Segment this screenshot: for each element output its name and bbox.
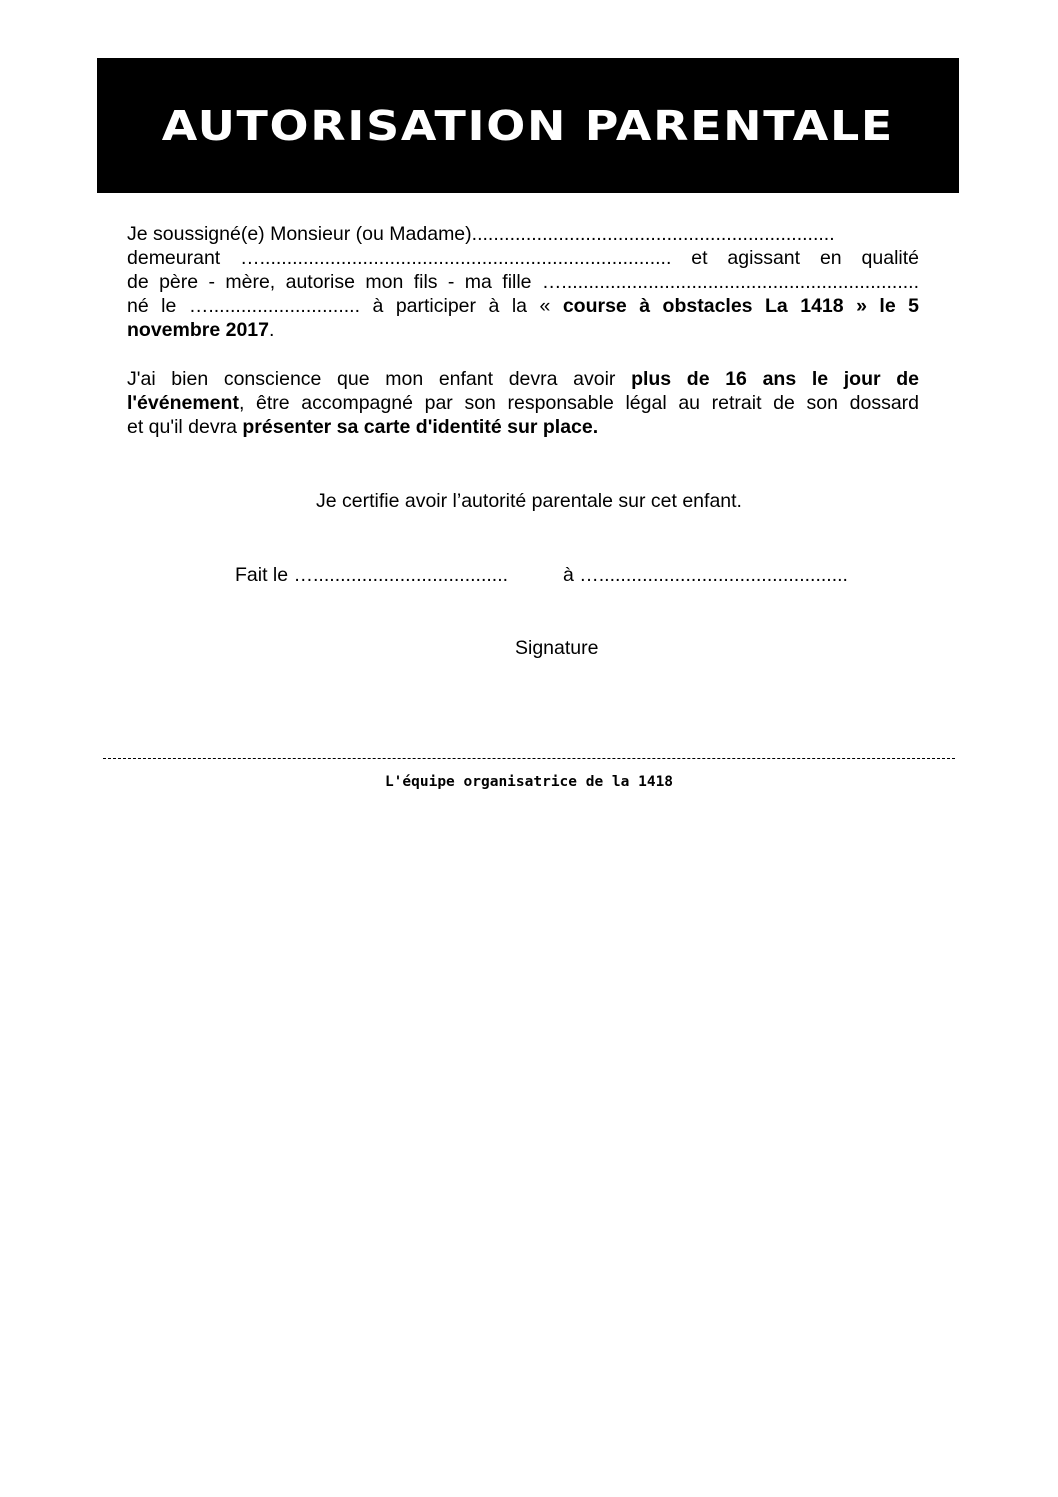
title-banner — [97, 58, 959, 193]
paragraph1-line2: demeurant …............................................................................ et agissant en qualité — [127, 247, 919, 269]
signature-label: Signature — [515, 637, 599, 659]
date-field: Fait le ….................................... — [235, 564, 509, 586]
certification-statement: Je certifie avoir l’autorité parentale sur cet enfant. — [316, 490, 742, 512]
event-word: l'événement — [127, 392, 239, 414]
footer-separator — [103, 758, 955, 759]
paragraph1-line1: Je soussigné(e) Monsieur (ou Madame)................................................................... — [127, 223, 835, 245]
page-title: AUTORISATION PARENTALE — [161, 101, 895, 150]
paragraph1-line3: de père - mère, autorise mon fils - ma fille ….................................................................. — [127, 271, 919, 293]
paragraph1-line5-period: . — [269, 319, 275, 341]
id-requirement: présenter sa carte d'identité sur place. — [242, 416, 599, 438]
paragraph1-line4-text: né le …............................ à participer à la « — [127, 295, 563, 317]
paragraph2-line3 — [127, 415, 598, 439]
age-requirement: plus de 16 ans le jour de — [631, 368, 919, 390]
paragraph2-line2 — [127, 391, 919, 415]
race-date: novembre 2017 — [127, 319, 269, 341]
paragraph2-line1-text: J'ai bien conscience que mon enfant devra avoir — [127, 368, 632, 390]
paragraph1-line4 — [127, 294, 919, 318]
race-name: course à obstacles La 1418 » le 5 — [562, 295, 919, 317]
paragraph2-line2-text: , être accompagné par son responsable légal au retrait de son dossard — [238, 392, 919, 414]
paragraph2-line1 — [127, 367, 919, 391]
footer-text: L'équipe organisatrice de la 1418 — [384, 774, 674, 790]
place-field: à ….............................................. — [563, 564, 848, 586]
paragraph2-line3-text: et qu'il devra — [127, 416, 243, 438]
paragraph1-line5 — [127, 318, 274, 342]
